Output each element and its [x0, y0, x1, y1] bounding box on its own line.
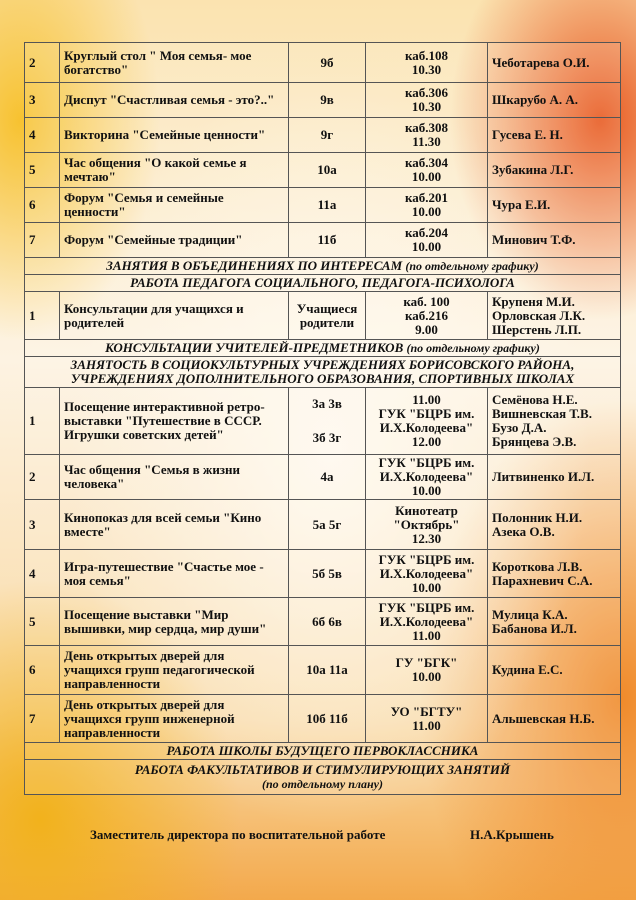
place-time-cell — [366, 292, 488, 340]
section-note: (по отдельному графику) — [406, 341, 540, 355]
table-row — [25, 188, 621, 223]
event-cell: Посещение выставки "Мир вышивки, мир сердца, мир души" — [60, 598, 289, 646]
class-line: 10а — [317, 162, 337, 177]
event-cell: Круглый стол " Моя семья- мое богатство" — [60, 43, 289, 83]
cell-line: 10.00 — [411, 169, 442, 184]
row-number: 6 — [25, 188, 60, 223]
table-row — [25, 83, 621, 118]
cell-line: Кинотеатр — [395, 502, 458, 518]
class-cell — [289, 598, 366, 646]
cell-line: каб. 100 — [403, 293, 450, 309]
event-cell: День открытых дверей для учащихся групп инженерной направленности — [60, 695, 289, 743]
cell-line: Орловская Л.К. — [492, 307, 586, 323]
schedule-table — [24, 42, 621, 795]
cell-line: каб.306 — [404, 85, 449, 100]
row-number: 2 — [25, 43, 60, 83]
table-row — [25, 43, 621, 83]
cell-line: 10.00 — [411, 239, 442, 254]
cell-line: Шерстень Л.П. — [492, 321, 582, 337]
cell-line: 10.00 — [411, 669, 442, 684]
cell-line: каб.201 — [404, 190, 449, 205]
cell-line: Семёнова Н.Е. — [492, 392, 578, 407]
cell-line: Минович Т.Ф. — [492, 232, 576, 247]
cell-line: 10.00 — [411, 483, 442, 498]
signature-position: Заместитель директора по воспитательной работе — [90, 827, 386, 842]
cell-line: Парахневич С.А. — [492, 572, 593, 588]
table-row — [25, 695, 621, 743]
responsible-cell — [488, 455, 621, 500]
place-time-cell — [366, 646, 488, 695]
cell-line: И.Х.Колодеева" — [379, 613, 474, 629]
class-cell — [289, 455, 366, 500]
place-time-cell — [366, 153, 488, 188]
cell-line: Бабанова И.Л. — [492, 620, 577, 636]
cell-line: И.Х.Колодеева" — [379, 469, 474, 484]
cell-line: Брянцева Э.В. — [492, 434, 577, 449]
responsible-cell — [488, 153, 621, 188]
cell-line: каб.108 — [404, 47, 449, 63]
section-row — [25, 357, 621, 388]
cell-line: Короткова Л.В. — [492, 558, 583, 574]
row-number: 3 — [25, 500, 60, 550]
responsible-cell — [488, 388, 621, 455]
class-line: 6б 6в — [312, 613, 342, 629]
cell-line: 10.30 — [411, 61, 442, 77]
place-time-cell — [366, 188, 488, 223]
class-cell — [289, 500, 366, 550]
cell-line: 11.00 — [412, 717, 441, 733]
table-row — [25, 388, 621, 455]
table-row — [25, 153, 621, 188]
row-number: 7 — [25, 223, 60, 258]
event-cell: Диспут "Счастливая семья - это?.." — [60, 83, 289, 118]
cell-line: "Октябрь" — [393, 516, 460, 532]
place-time-cell — [366, 118, 488, 153]
row-number: 4 — [25, 550, 60, 598]
place-time-cell — [366, 43, 488, 83]
class-cell — [289, 646, 366, 695]
table-row — [25, 223, 621, 258]
class-line: 11б — [317, 232, 337, 247]
row-number: 5 — [25, 598, 60, 646]
table-row — [25, 598, 621, 646]
place-time-cell — [366, 223, 488, 258]
responsible-cell — [488, 695, 621, 743]
section-title: РАБОТА ШКОЛЫ БУДУЩЕГО ПЕРВОКЛАССНИКА — [166, 743, 479, 758]
section-title: ЗАНЯТИЯ В ОБЪЕДИНЕНИЯХ ПО ИНТЕРЕСАМ — [106, 258, 403, 273]
row-number: 1 — [25, 292, 60, 340]
event-cell: Час общения "Семья в жизни человека" — [60, 455, 289, 500]
row-number: 2 — [25, 455, 60, 500]
class-line: 4а — [320, 469, 334, 484]
class-line: 10а 11а — [306, 662, 348, 677]
section-row — [25, 340, 621, 357]
class-cell — [289, 118, 366, 153]
cell-line: 10.00 — [411, 204, 442, 219]
section-row — [25, 743, 621, 760]
class-line: 3а 3в — [312, 396, 342, 411]
table-row — [25, 455, 621, 500]
responsible-cell — [488, 598, 621, 646]
cell-line: Бузо Д.А. — [492, 420, 547, 435]
table-row — [25, 646, 621, 695]
row-number: 3 — [25, 83, 60, 118]
event-cell: Час общения "О какой семье я мечтаю" — [60, 153, 289, 188]
section-note: (по отдельному графику) — [405, 259, 539, 273]
section-title: УЧРЕЖДЕНИЯХ ДОПОЛНИТЕЛЬНОГО ОБРАЗОВАНИЯ, СПОРТИВНЫХ ШКОЛАХ — [70, 371, 575, 386]
class-cell — [289, 153, 366, 188]
place-time-cell — [366, 550, 488, 598]
cell-line: Шкарубо А. А. — [492, 92, 579, 107]
cell-line: 10.00 — [411, 579, 442, 595]
class-cell — [289, 83, 366, 118]
cell-line: ГУК "БЦРБ им. — [378, 599, 475, 615]
responsible-cell — [488, 118, 621, 153]
class-cell — [289, 695, 366, 743]
class-line: 10б 11б — [306, 710, 348, 726]
event-cell: День открытых дверей для учащихся групп педагогической направленности — [60, 646, 289, 695]
cell-line: 12.30 — [411, 530, 442, 546]
event-cell: Игра-путешествие "Счастье мое - моя семья" — [60, 550, 289, 598]
table-row — [25, 118, 621, 153]
section-note: (по отдельному плану) — [261, 777, 384, 791]
event-cell: Викторина "Семейные ценности" — [60, 118, 289, 153]
section-title: КОНСУЛЬТАЦИИ УЧИТЕЛЕЙ-ПРЕДМЕТНИКОВ — [105, 340, 404, 355]
cell-line: И.Х.Колодеева" — [379, 565, 474, 581]
row-number: 4 — [25, 118, 60, 153]
place-time-cell — [366, 455, 488, 500]
cell-line: Гусева Е. Н. — [492, 127, 563, 142]
responsible-cell — [488, 646, 621, 695]
cell-line: Крупеня М.И. — [492, 293, 575, 309]
signature-name: Н.А.Крышень — [470, 827, 554, 842]
event-cell: Консультации для учащихся и родителей — [60, 292, 289, 340]
table-row — [25, 292, 621, 340]
table-row — [25, 550, 621, 598]
responsible-cell — [488, 550, 621, 598]
cell-line: ГУ "БГК" — [395, 655, 458, 670]
section-title: ЗАНЯТОСТЬ В СОЦИОКУЛЬТУРНЫХ УЧРЕЖДЕНИЯХ БОРИСОВСКОГО РАЙОНА, — [70, 357, 575, 372]
class-cell — [289, 188, 366, 223]
responsible-cell — [488, 500, 621, 550]
class-line: 5б 5в — [312, 565, 342, 581]
cell-line: каб.304 — [404, 155, 449, 170]
cell-line: Мулица К.А. — [492, 606, 568, 622]
cell-line: Азека О.В. — [492, 523, 555, 539]
row-number: 5 — [25, 153, 60, 188]
row-number: 1 — [25, 388, 60, 455]
section-row — [25, 258, 621, 275]
cell-line: ГУК "БЦРБ им. — [378, 455, 475, 470]
cell-line: УО "БГТУ" — [390, 703, 463, 719]
event-cell: Посещение интерактивной ретро-выставки "Путешествие в СССР. Игрушки советских детей" — [60, 388, 289, 455]
class-cell — [289, 550, 366, 598]
responsible-cell — [488, 188, 621, 223]
cell-line: Зубакина Л.Г. — [492, 162, 574, 177]
cell-line: 12.00 — [411, 434, 442, 449]
cell-line: 9.00 — [415, 321, 438, 337]
row-number: 6 — [25, 646, 60, 695]
cell-line: Литвиненко И.Л. — [492, 469, 595, 484]
cell-line: Альшевская Н.Б. — [492, 710, 595, 726]
cell-line: каб.308 — [404, 120, 449, 135]
class-cell — [289, 43, 366, 83]
section-title: РАБОТА ПЕДАГОГА СОЦИАЛЬНОГО, ПЕДАГОГА-ПСИХОЛОГА — [130, 275, 515, 290]
cell-line: Кудина Е.С. — [492, 662, 563, 677]
class-line: 9г — [320, 127, 334, 142]
cell-line: Чеботарева О.И. — [492, 54, 590, 70]
cell-line: ГУК "БЦРБ им. — [378, 551, 475, 567]
responsible-cell — [488, 43, 621, 83]
place-time-cell — [366, 695, 488, 743]
cell-line: 11.00 — [412, 392, 441, 407]
cell-line: ГУК "БЦРБ им. — [378, 406, 475, 421]
section-title: РАБОТА ФАКУЛЬТАТИВОВ И СТИМУЛИРУЮЩИХ ЗАНЯТИЙ — [134, 762, 511, 777]
class-line: 5а 5г — [312, 516, 342, 532]
place-time-cell — [366, 598, 488, 646]
class-line: 3б 3г — [312, 430, 342, 445]
class-line: 11а — [317, 197, 337, 212]
place-time-cell — [366, 500, 488, 550]
class-line: Учащиеся родители — [296, 300, 358, 330]
responsible-cell — [488, 83, 621, 118]
section-row — [25, 760, 621, 795]
cell-line: каб.216 — [404, 307, 449, 323]
row-number: 7 — [25, 695, 60, 743]
event-cell: Кинопоказ для всей семьи "Кино вместе" — [60, 500, 289, 550]
responsible-cell — [488, 292, 621, 340]
table-row — [25, 500, 621, 550]
event-cell: Форум "Семейные традиции" — [60, 223, 289, 258]
class-line: 9б — [320, 54, 334, 70]
place-time-cell — [366, 388, 488, 455]
cell-line: 10.30 — [411, 99, 442, 114]
responsible-cell — [488, 223, 621, 258]
class-cell — [289, 388, 366, 455]
cell-line: Чура Е.И. — [492, 197, 551, 212]
class-cell — [289, 292, 366, 340]
cell-line: Вишневская Т.В. — [492, 406, 592, 421]
cell-line: Полонник Н.И. — [492, 509, 583, 525]
section-row — [25, 275, 621, 292]
cell-line: 11.30 — [412, 134, 441, 149]
cell-line: 11.00 — [412, 627, 441, 643]
cell-line: И.Х.Колодеева" — [379, 420, 474, 435]
class-cell — [289, 223, 366, 258]
event-cell: Форум "Семья и семейные ценности" — [60, 188, 289, 223]
class-line: 9в — [320, 92, 334, 107]
place-time-cell — [366, 83, 488, 118]
cell-line: каб.204 — [404, 225, 449, 240]
